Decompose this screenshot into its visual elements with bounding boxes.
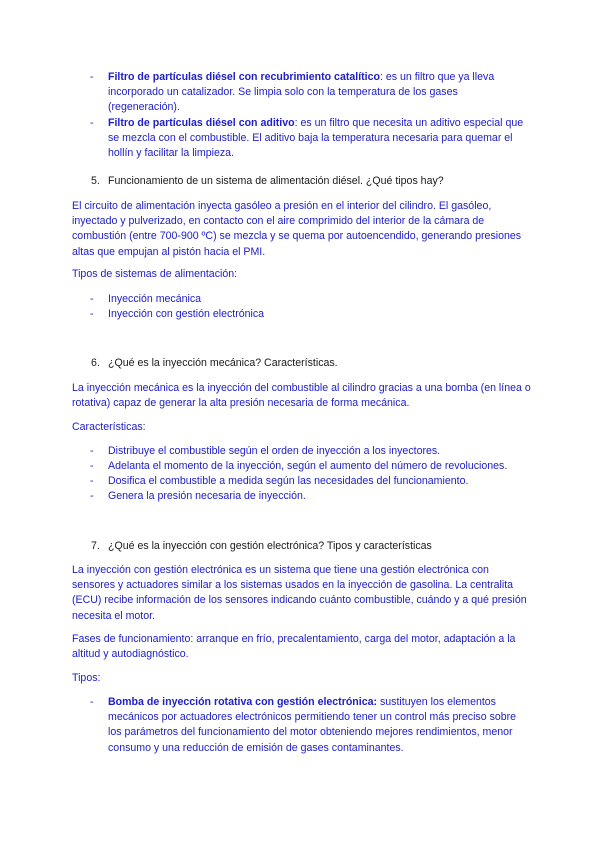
heading-number: 6.	[91, 357, 100, 369]
list-item	[90, 695, 530, 756]
list-item-text	[108, 70, 530, 116]
list-item-text	[108, 695, 530, 756]
paragraph: La inyección mecánica es la inyección del combustible al cilindro gracias a una bomba (en línea o rotativa) capaz de generar la alta presión necesaria de forma mecánica.	[72, 382, 531, 410]
list-item	[90, 489, 530, 504]
list-item-text	[108, 116, 530, 162]
list-item-text: Inyección con gestión electrónica	[108, 308, 265, 320]
bullet-dash: -	[90, 460, 94, 472]
list-item-text: Inyección mecánica	[108, 293, 202, 305]
term: Bomba de inyección rotativa con gestión electrónica:	[108, 696, 378, 708]
paragraph: Fases de funcionamiento: arranque en frío, precalentamiento, carga del motor, adaptación a la altitud y autodiagnóstico.	[72, 633, 516, 661]
paragraph: La inyección con gestión electrónica es un sistema que tiene una gestión electrónica con sensores y actuadores similar a los sistemas usados en la inyección de gasolina. La centralita (ECU) recibe información de los sensores indicando cuánto combustible, cuándo y a qué presión necesita el motor.	[72, 564, 527, 622]
bullet-dash: -	[90, 490, 94, 502]
term: Filtro de partículas diésel con aditivo	[108, 117, 295, 129]
list-item-text: Dosifica el combustible a medida según las necesidades del funcionamiento.	[108, 475, 469, 487]
desc: : es un filtro que ya lleva incorporado un catalizador. Se limpia solo con la temperatura de los gases (regeneración).	[108, 71, 495, 114]
heading-text: Funcionamiento de un sistema de alimentación diésel. ¿Qué tipos hay?	[108, 175, 444, 187]
bullet-dash: -	[90, 308, 94, 320]
heading-text: ¿Qué es la inyección mecánica? Características.	[108, 357, 338, 369]
heading-number: 5.	[91, 175, 100, 187]
desc: sustituyen los elementos mecánicos por actuadores electrónicos permitiendo tener un control más preciso sobre los parámetros del funcionamiento del motor obteniendo mejores rendimientos, menor consumo y una reducción de emisión de gases contaminantes.	[108, 696, 517, 754]
desc: : es un filtro que necesita un aditivo especial que se mezcla con el combustible. El aditivo baja la temperatura necesaria para quemar el hollín y facilitar la limpieza.	[108, 117, 524, 160]
heading-text: ¿Qué es la inyección con gestión electrónica? Tipos y características	[108, 540, 432, 552]
section-heading	[91, 539, 531, 554]
paragraph: Tipos de sistemas de alimentación:	[72, 268, 238, 280]
list-item	[90, 70, 530, 116]
bullet-dash: -	[90, 117, 94, 129]
bullet-dash: -	[90, 445, 94, 457]
list-item	[90, 116, 530, 162]
list-item	[90, 307, 530, 322]
heading-number: 7.	[91, 540, 100, 552]
list-item	[90, 444, 530, 459]
list-item	[90, 474, 530, 489]
bullet-dash: -	[90, 293, 94, 305]
bullet-dash: -	[90, 71, 94, 83]
section-heading	[91, 356, 531, 371]
list-item	[90, 459, 530, 474]
term: Filtro de partículas diésel con recubrimiento catalítico	[108, 71, 380, 83]
paragraph: El circuito de alimentación inyecta gasóleo a presión en el interior del cilindro. El gasóleo, inyectado y pulverizado, en contacto con el aire comprimido del interior de la cámara de combustión (entre 700-900 ºC) se mezcla y se quema por autoencendido, generando presiones altas que empujan al pistón hacia el PMI.	[72, 200, 522, 258]
list-item-text: Adelanta el momento de la inyección, según el aumento del número de revoluciones.	[108, 460, 508, 472]
bullet-dash: -	[90, 696, 94, 708]
list-item-text: Genera la presión necesaria de inyección.	[108, 490, 306, 502]
list-item-text: Distribuye el combustible según el orden de inyección a los inyectores.	[108, 445, 441, 457]
bullet-dash: -	[90, 475, 94, 487]
list-item	[90, 292, 530, 307]
paragraph: Características:	[72, 421, 146, 433]
paragraph: Tipos:	[72, 672, 101, 684]
section-heading	[91, 174, 531, 189]
